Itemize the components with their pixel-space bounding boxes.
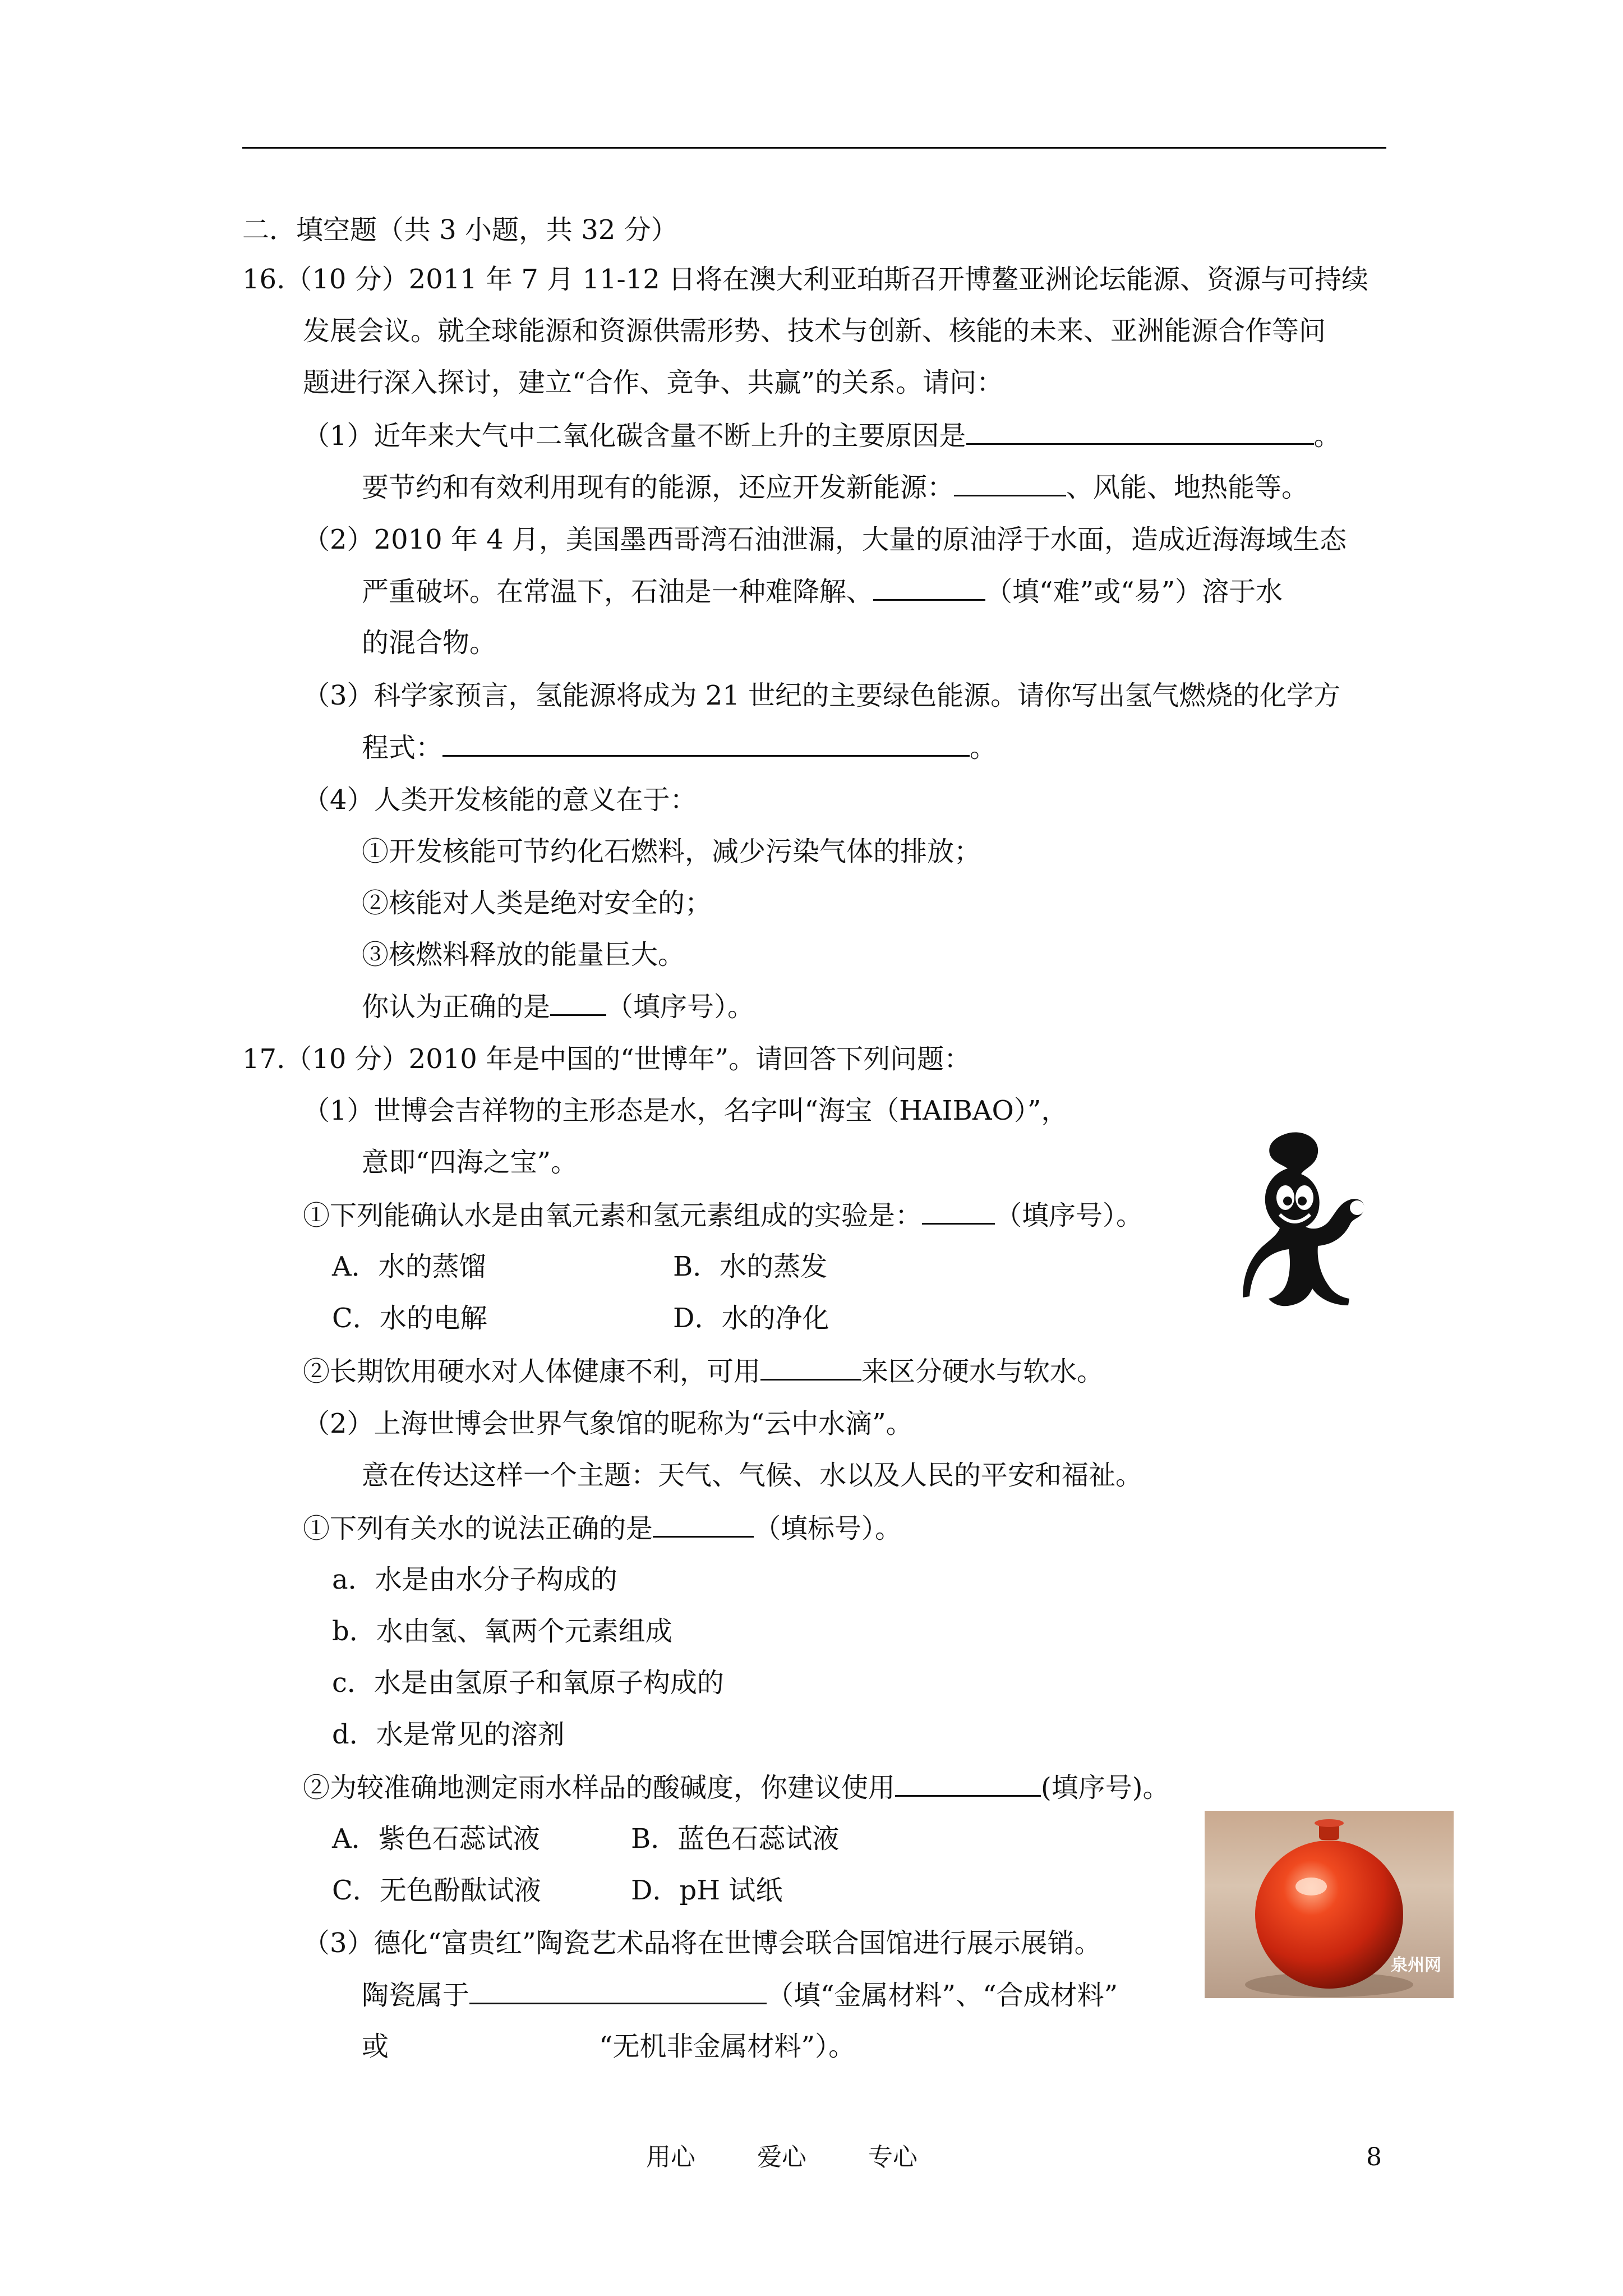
q17-part2-q1: ①下列有关水的说法正确的是 （填标号）。 — [303, 1511, 902, 1545]
q17-part2-line2: 意在传达这样一个主题：天气、气候、水以及人民的平安和福祉。 — [362, 1460, 1143, 1491]
q16-part3-line1: （3）科学家预言，氢能源将成为 21 世纪的主要绿色能源。请你写出氢气燃烧的化学方 — [303, 680, 1341, 711]
vase-watermark-logo: 泉州网 — [1391, 1955, 1441, 1975]
q17-opt2-d: D．pH 试纸 — [631, 1875, 783, 1906]
q17-part1-q1: ①下列能确认水是由氧元素和氢元素组成的实验是： （填序号）。 — [303, 1198, 1143, 1232]
q17-item-d: d．水是常见的溶剂 — [332, 1719, 565, 1750]
q16-part4-line1: （4）人类开发核能的意义在于： — [303, 784, 697, 816]
q16-part2-line2: 严重破坏。在常温下，石油是一种难降解、 （填“难”或“易”）溶于水 — [362, 574, 1283, 609]
page-number: 8 — [1366, 2143, 1382, 2171]
q17-line1: 17.（10 分）2010 年是中国的“世博年”。请回答下列问题： — [242, 1043, 971, 1075]
q17-part3-line3b: “无机非金属材料”）。 — [599, 2031, 856, 2062]
answer-blank[interactable] — [550, 990, 606, 1016]
answer-blank[interactable] — [653, 1511, 754, 1538]
q17-part3-line2: 陶瓷属于 （填“金属材料”、“合成材料” — [362, 1978, 1118, 2012]
q17-part3-line1: （3）德化“富贵红”陶瓷艺术品将在世博会联合国馆进行展示展销。 — [303, 1927, 1101, 1959]
footer-word-3: 专心 — [868, 2143, 917, 2171]
q17-part2-q2: ②为较准确地测定雨水样品的酸碱度，你建议使用 (填序号)。 — [303, 1770, 1169, 1805]
q17-part1-line2: 意即“四海之宝”。 — [362, 1147, 578, 1178]
porcelain-vase-image — [1205, 1811, 1454, 1998]
section-title: 二．填空题（共 3 小题，共 32 分） — [242, 214, 678, 246]
header-rule — [242, 147, 1386, 149]
q17-item-a: a．水是由水分子构成的 — [332, 1564, 617, 1595]
q17-opt-a: A．水的蒸馏 — [332, 1251, 486, 1282]
haibao-mascot-image — [1217, 1130, 1391, 1307]
answer-blank[interactable] — [954, 470, 1066, 496]
answer-blank[interactable] — [760, 1354, 861, 1381]
answer-blank[interactable] — [442, 730, 970, 757]
answer-blank[interactable] — [922, 1198, 995, 1225]
q16-part4-answer: 你认为正确的是 （填序号）。 — [362, 990, 754, 1024]
q16-line1: 16.（10 分）2011 年 7 月 11-12 日将在澳大利亚珀斯召开博鳌亚洲论坛能源、资源与可持续 — [242, 264, 1369, 295]
q16-line2: 发展会议。就全球能源和资源供需形势、技术与创新、核能的未来、亚洲能源合作等问 — [303, 315, 1326, 347]
q17-opt-b: B．水的蒸发 — [673, 1251, 828, 1282]
q16-part3-line2: 程式： 。 — [362, 730, 997, 765]
footer-word-1: 用心 — [646, 2143, 695, 2171]
q17-part2-line1: （2）上海世博会世界气象馆的昵称为“云中水滴”。 — [303, 1408, 913, 1439]
answer-blank[interactable] — [895, 1770, 1041, 1797]
answer-blank[interactable] — [469, 1978, 767, 2004]
q17-opt-d: D．水的净化 — [673, 1303, 829, 1334]
q17-item-c: c．水是由氢原子和氧原子构成的 — [332, 1667, 724, 1699]
q17-part1-q2: ②长期饮用硬水对人体健康不利，可用 来区分硬水与软水。 — [303, 1354, 1104, 1388]
answer-blank[interactable] — [966, 418, 1314, 445]
q17-opt2-c: C．无色酚酞试液 — [332, 1875, 541, 1906]
answer-blank[interactable] — [873, 574, 985, 601]
q17-opt2-b: B．蓝色石蕊试液 — [631, 1823, 840, 1855]
q16-part4-item1: ①开发核能可节约化石燃料，减少污染气体的排放； — [362, 836, 981, 867]
q16-part1-line2: 要节约和有效利用现有的能源，还应开发新能源： 、风能、地热能等。 — [362, 470, 1308, 504]
q17-opt2-a: A．紫色石蕊试液 — [332, 1823, 540, 1855]
q16-part2-line1: （2）2010 年 4 月，美国墨西哥湾石油泄漏，大量的原油浮于水面，造成近海海域生态 — [303, 524, 1347, 555]
q16-line3: 题进行深入探讨，建立“合作、竞争、共赢”的关系。请问： — [303, 367, 1004, 398]
q17-item-b: b．水由氢、氧两个元素组成 — [332, 1616, 672, 1647]
q16-part4-item3: ③核燃料释放的能量巨大。 — [362, 939, 685, 970]
footer-word-2: 爱心 — [757, 2143, 806, 2171]
q16-part2-line3: 的混合物。 — [362, 627, 497, 659]
q16-part4-item2: ②核能对人类是绝对安全的； — [362, 887, 712, 919]
q16-part1-line1: （1）近年来大气中二氧化碳含量不断上升的主要原因是 。 — [303, 418, 1341, 453]
q17-part3-line3a: 或 — [362, 2031, 389, 2062]
q17-part1-line1: （1）世博会吉祥物的主形态是水，名字叫“海宝（HAIBAO）”， — [303, 1095, 1068, 1126]
q17-opt-c: C．水的电解 — [332, 1303, 487, 1334]
